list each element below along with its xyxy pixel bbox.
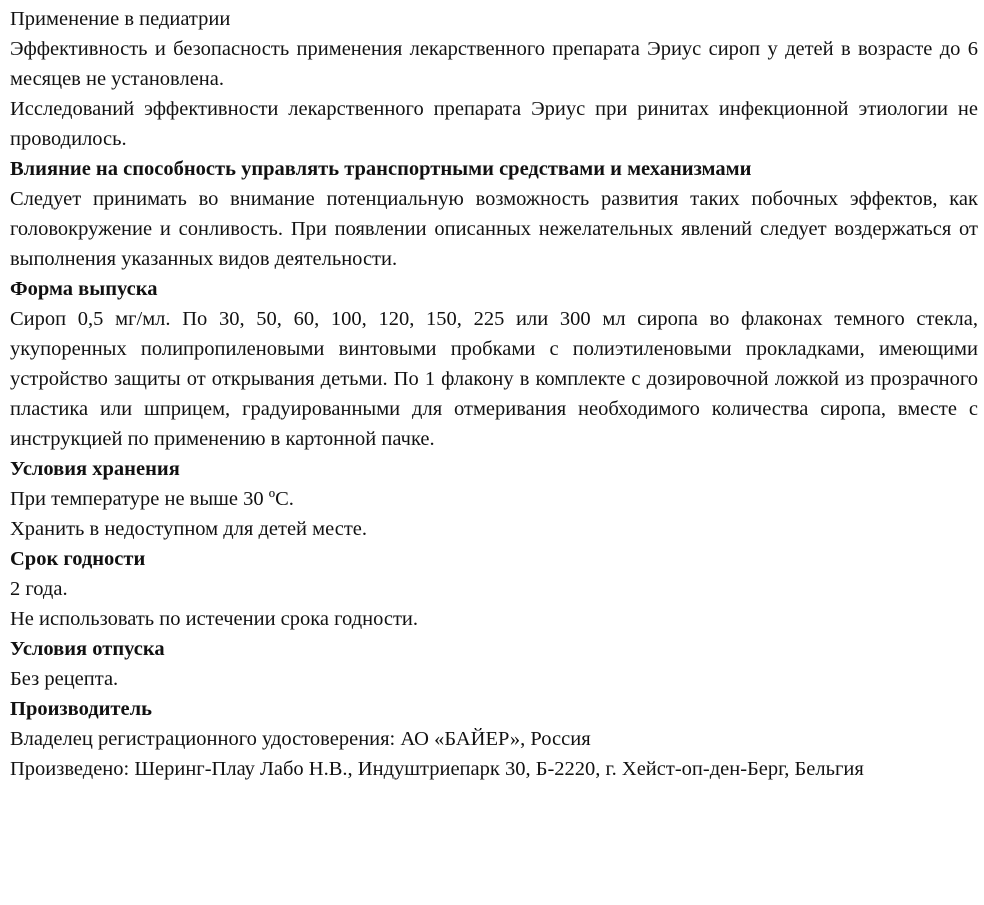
heading-storage: Условия хранения: [10, 458, 180, 480]
document-body: [10, 4, 978, 784]
section-title-pediatrics: Применение в педиатрии: [10, 8, 231, 30]
pediatrics-paragraph-2: Исследований эффективности лекарственного препарата Эриус при ринитах инфекционной этиологии не проводилось.: [10, 98, 978, 150]
pediatrics-paragraph-1: Эффективность и безопасность применения лекарственного препарата Эриус сироп у детей в возрасте до 6 месяцев не установлена.: [10, 38, 978, 90]
storage-place: Хранить в недоступном для детей месте.: [10, 518, 368, 540]
storage-temperature: При температуре не выше 30 ºС.: [10, 488, 294, 510]
manufacturer-producer: Произведено: Шеринг-Плау Лабо Н.В., Индуштриепарк 30, Б-2220, г. Хейст-оп-ден-Берг, Бельгия: [10, 758, 864, 780]
dispensing-condition: Без рецепта.: [10, 668, 119, 690]
manufacturer-holder: Владелец регистрационного удостоверения: АО «БАЙЕР», Россия: [10, 728, 591, 750]
shelf-life-duration: 2 года.: [10, 578, 68, 600]
driving-paragraph: Следует принимать во внимание потенциальную возможность развития таких побочных эффектов, как головокружение и сонливость. При появлении описанных нежелательных явлений следует воздержаться от выполнения указанных видов деятельности.: [10, 188, 978, 270]
heading-dispensing: Условия отпуска: [10, 638, 165, 660]
heading-driving: Влияние на способность управлять транспортными средствами и механизмами: [10, 158, 752, 180]
shelf-life-warning: Не использовать по истечении срока годности.: [10, 608, 419, 630]
release-form-paragraph: Сироп 0,5 мг/мл. По 30, 50, 60, 100, 120, 150, 225 или 300 мл сиропа во флаконах темного стекла, укупоренных полипропиленовыми винтовыми пробками с полиэтиленовыми прокладками, имеющими устройство защиты от открывания детьми. По 1 флакону в комплекте с дозировочной ложкой из прозрачного пластика или шприцем, градуированными для отмеривания необходимого количества сиропа, вместе с инструкцией по применению в картонной пачке.: [10, 308, 978, 450]
heading-shelf-life: Срок годности: [10, 548, 146, 570]
heading-release-form: Форма выпуска: [10, 278, 158, 300]
heading-manufacturer: Производитель: [10, 698, 152, 720]
